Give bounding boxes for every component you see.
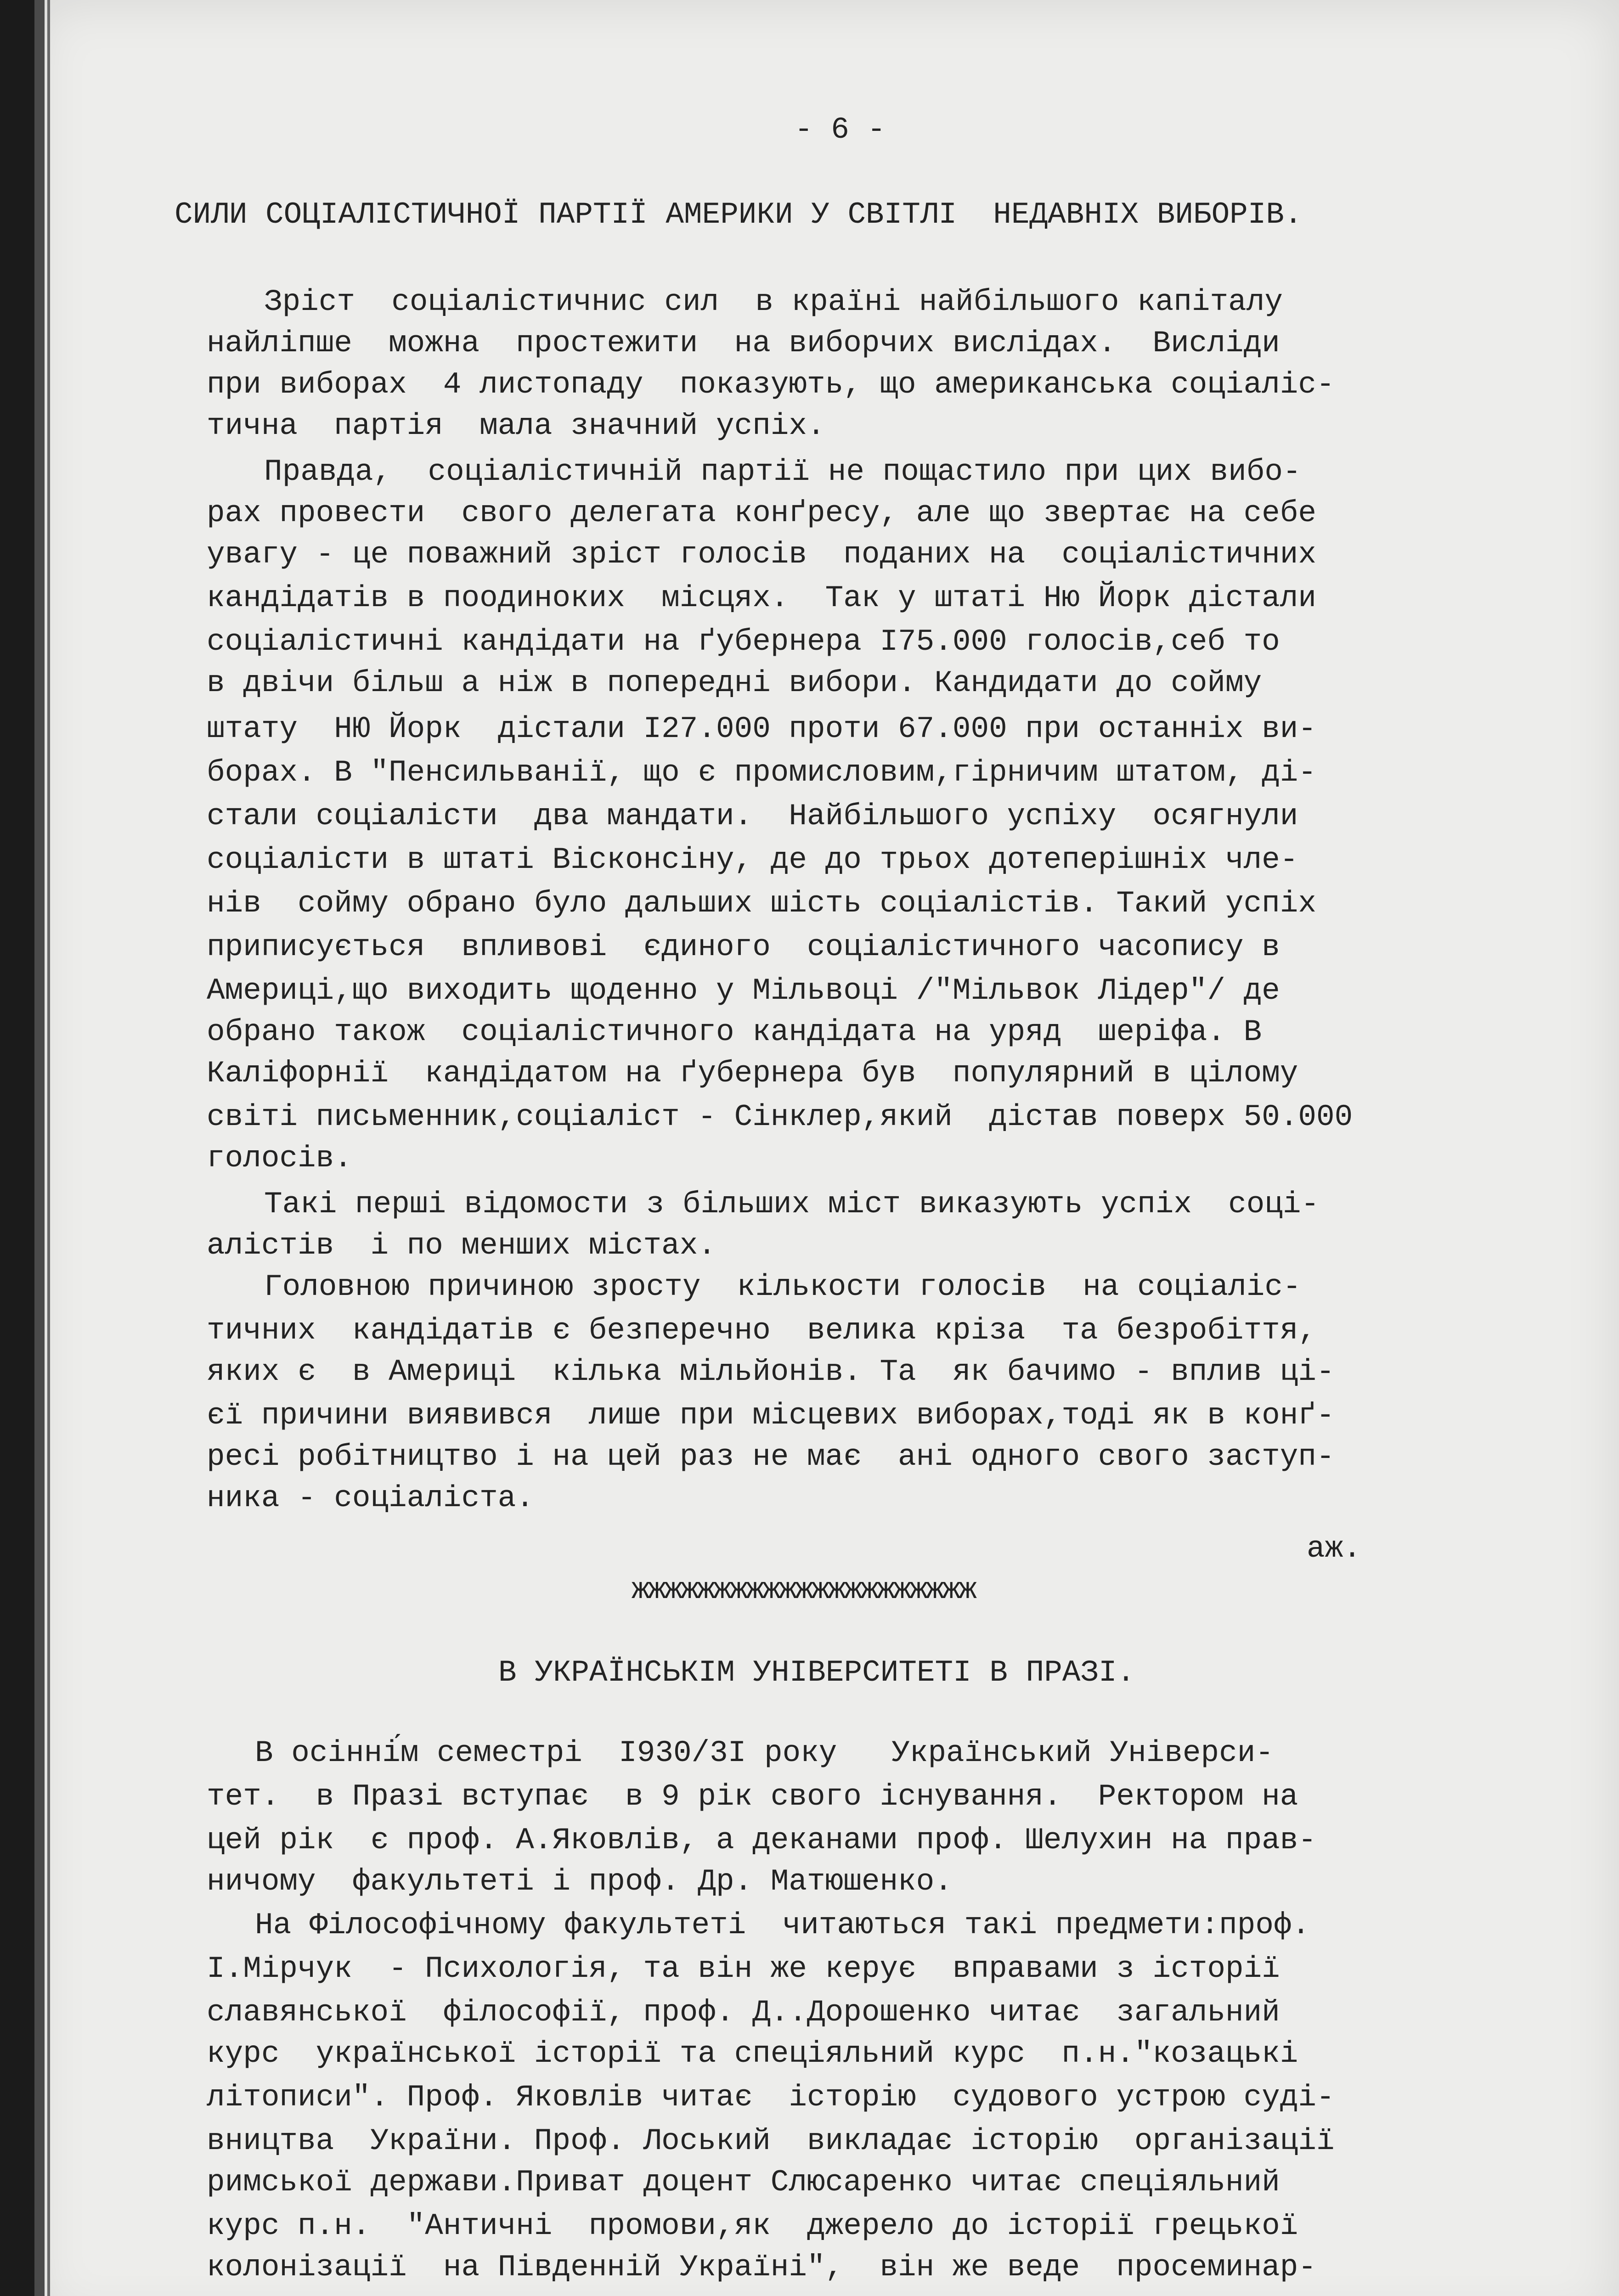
article-line: борах. В "Пенсильванії, що є промисловим,гірничим штатом, ді- [207,755,1316,790]
article-line: єї причини виявився лише при місцевих виборах,тоді як в конґ- [207,1398,1335,1433]
article-line: цей рік є проф. А.Яковлів, а деканами проф. Шелухин на прав- [207,1823,1316,1857]
article-line: тична партія мала значний успіх. [207,409,825,443]
article-line: ресі робітництво і на цей раз не має ані одного свого заступ- [207,1440,1335,1474]
article-line: світі письменник,соціаліст - Сінклер,який дістав поверх 50.000 [207,1100,1353,1134]
article-line: курс п.н. "Античні промови,як джерело до історії грецької [207,2209,1298,2243]
article-line: курс української історії та спеціяльний курс п.н."козацькі [207,2037,1298,2071]
document-page [34,0,1619,2296]
article-line: літописи". Проф. Яковлів читає історію судового устрою суді- [207,2080,1335,2115]
article-line: І.Мірчук - Психологія, та він же керує вправами з історії [207,1952,1280,1986]
article-line: Зріст соціалістичнис сил в країні найбільшого капіталу [264,285,1283,319]
article-line: соціалісти в штаті Вісконсіну, де до трьох дотеперішніх чле- [207,843,1298,877]
article-line: Америці,що виходить щоденно у Мільвоці /"Мільвок Лідер"/ де [207,974,1280,1008]
article-line: кандідатів в поодиноких місцях. Так у штаті Ню Йорк дістали [207,581,1316,615]
article-line: колонізації на Південній Україні", він же веде просеминар- [207,2250,1316,2285]
article-line: соціалістичні кандідати на ґубернера I75.000 голосів,себ то [207,625,1280,659]
article-line: Головною причиною зросту кількости голосів на соціаліс- [264,1270,1301,1304]
article-line: На Філософічному факультеті читаються такі предмети:проф. [255,1908,1310,1942]
article-line: ника - соціаліста. [207,1481,534,1515]
article-title: СИЛИ СОЦІАЛІСТИЧНОЇ ПАРТІЇ АМЕРИКИ У СВІТЛІ НЕДАВНІХ ВИБОРІВ. [175,197,1303,232]
article-line: ничому факультеті і проф. Др. Матюшенко. [207,1864,953,1899]
article-line: рах провести свого делегата конґресу, але що звертає на себе [207,496,1316,530]
article-line: штату НЮ Йорк дістали I27.000 проти 67.000 при останніх ви- [207,712,1316,746]
article-line: в двічи більш а ніж в попередні вибори. Кандидати до сойму [207,666,1262,700]
article-line: Каліфорнії кандідатом на ґубернера був популярний в цілому [207,1056,1298,1091]
article-line: нів сойму обрано було дальших шість соціалістів. Такий успіх [207,886,1316,921]
article-line: вництва України. Проф. Лоський викладає історію організації [207,2124,1335,2158]
article-signature: аж. [1307,1531,1361,1566]
page-number: - 6 - [795,113,886,147]
article-line: тет. в Празі вступає в 9 рік свого існування. Ректором на [207,1779,1298,1814]
article-line: славянської філософії, проф. Д..Дорошенко читає загальний [207,1995,1280,2030]
article-line: римської держави.Приват доцент Слюсаренко читає спеціяльний [207,2165,1280,2200]
section-separator: жжжжжжжжжжжжжжжжжжжжж [632,1573,975,1607]
article-line: обрано також соціалістичного кандідата на уряд шеріфа. В [207,1015,1262,1049]
binding-edge-line [47,0,50,2296]
article-line: голосів. [207,1141,352,1176]
article-line: Правда, соціалістичній партії не пощастило при цих вибо- [264,455,1301,489]
article-line: Такі перші відомости з більших міст виказують успіх соці- [264,1187,1320,1221]
article-line: тичних кандідатів є безперечно велика кріза та безробіття, [207,1313,1316,1348]
article-title: В УКРАЇНСЬКІМ УНІВЕРСИТЕТІ В ПРАЗІ. [498,1655,1135,1690]
article-line: яких є в Америці кілька мільйонів. Та як бачимо - вплив ці- [207,1355,1335,1389]
article-line: при виборах 4 листопаду показують, що американська соціаліс- [207,367,1335,402]
article-line: увагу - це поважний зріст голосів поданих на соціалістичних [207,537,1316,572]
article-line: стали соціалісти два мандати. Найбільшого успіху осягнули [207,799,1298,833]
article-line: алістів і по менших містах. [207,1228,716,1263]
binding-edge [34,0,45,2296]
article-line: найліпше можна простежити на виборчих вислідах. Висліди [207,326,1280,360]
article-line: В осінні́м семестрі I930/3I року Український Універси- [255,1736,1274,1770]
article-line: приписується впливові єдиного соціалістичного часопису в [207,930,1280,964]
